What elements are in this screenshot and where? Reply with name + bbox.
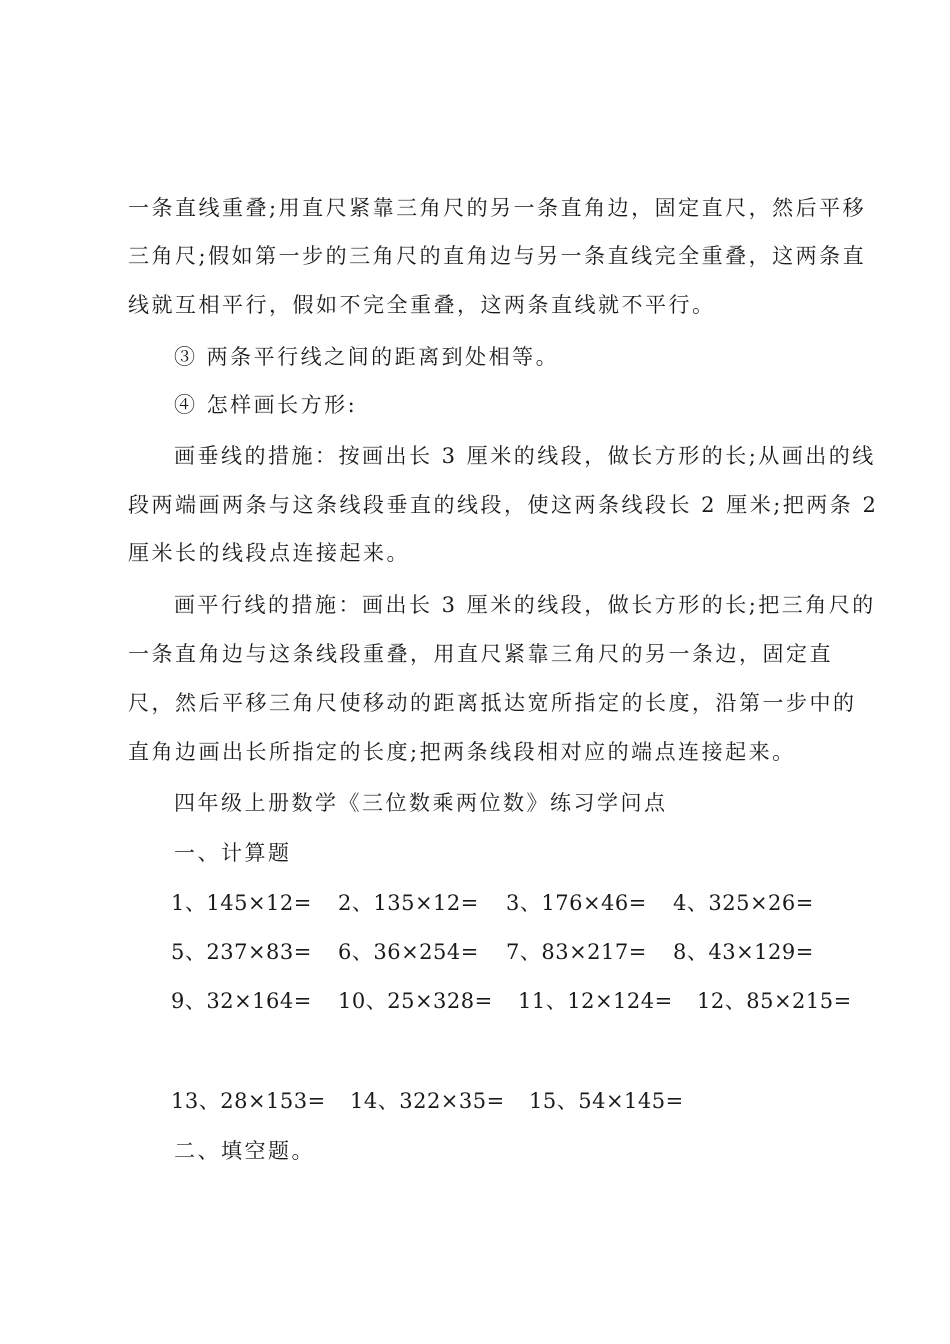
section-heading: 四年级上册数学《三位数乘两位数》练习学问点 <box>174 791 668 815</box>
math-problem: 5、237×83= <box>171 940 312 964</box>
math-problem: 15、54×145= <box>529 1089 684 1113</box>
math-problem: 12、85×215= <box>697 989 852 1013</box>
paragraph-line: 画垂线的措施：按画出长 3 厘米的线段，做长方形的长;从画出的线 <box>174 444 876 468</box>
paragraph-line: 线就互相平行，假如不完全重叠，这两条直线就不平行。 <box>128 293 716 317</box>
math-problem: 3、176×46= <box>506 891 647 915</box>
math-problem: 11、12×124= <box>518 989 673 1013</box>
paragraph-line: 一条直角边与这条线段重叠，用直尺紧靠三角尺的另一条边，固定直 <box>128 642 833 666</box>
math-problem: 6、36×254= <box>338 940 479 964</box>
problem-row <box>0 937 950 967</box>
math-problem: 9、32×164= <box>171 989 312 1013</box>
math-problem: 1、145×12= <box>171 891 312 915</box>
section-heading: 二、填空题。 <box>174 1139 315 1163</box>
math-problem: 14、322×35= <box>350 1089 505 1113</box>
math-problem: 13、28×153= <box>171 1089 326 1113</box>
problem-row <box>0 986 950 1016</box>
paragraph-line: ③ 两条平行线之间的距离到处相等。 <box>174 345 560 369</box>
paragraph-line: 一条直线重叠;用直尺紧靠三角尺的另一条直角边，固定直尺，然后平移 <box>128 196 867 220</box>
paragraph-line: 画平行线的措施：画出长 3 厘米的线段，做长方形的长;把三角尺的 <box>174 593 876 617</box>
paragraph-line: 直角边画出长所指定的长度;把两条线段相对应的端点连接起来。 <box>128 740 796 764</box>
math-problem: 8、43×129= <box>673 940 814 964</box>
paragraph-line: 三角尺;假如第一步的三角尺的直角边与另一条直线完全重叠，这两条直 <box>128 244 867 268</box>
problem-row <box>0 1086 950 1116</box>
section-heading: 一、计算题 <box>174 841 292 865</box>
math-problem: 4、325×26= <box>673 891 814 915</box>
math-problem: 10、25×328= <box>338 989 493 1013</box>
problem-row <box>0 888 950 918</box>
paragraph-line: ④ 怎样画长方形: <box>174 393 358 417</box>
paragraph-line: 厘米长的线段点连接起来。 <box>128 541 410 565</box>
paragraph-line: 段两端画两条与这条线段垂直的线段，使这两条线段长 2 厘米;把两条 2 <box>128 493 879 517</box>
paragraph-line: 尺，然后平移三角尺使移动的距离抵达宽所指定的长度，沿第一步中的 <box>128 691 857 715</box>
math-problem: 7、83×217= <box>506 940 647 964</box>
math-problem: 2、135×12= <box>338 891 479 915</box>
